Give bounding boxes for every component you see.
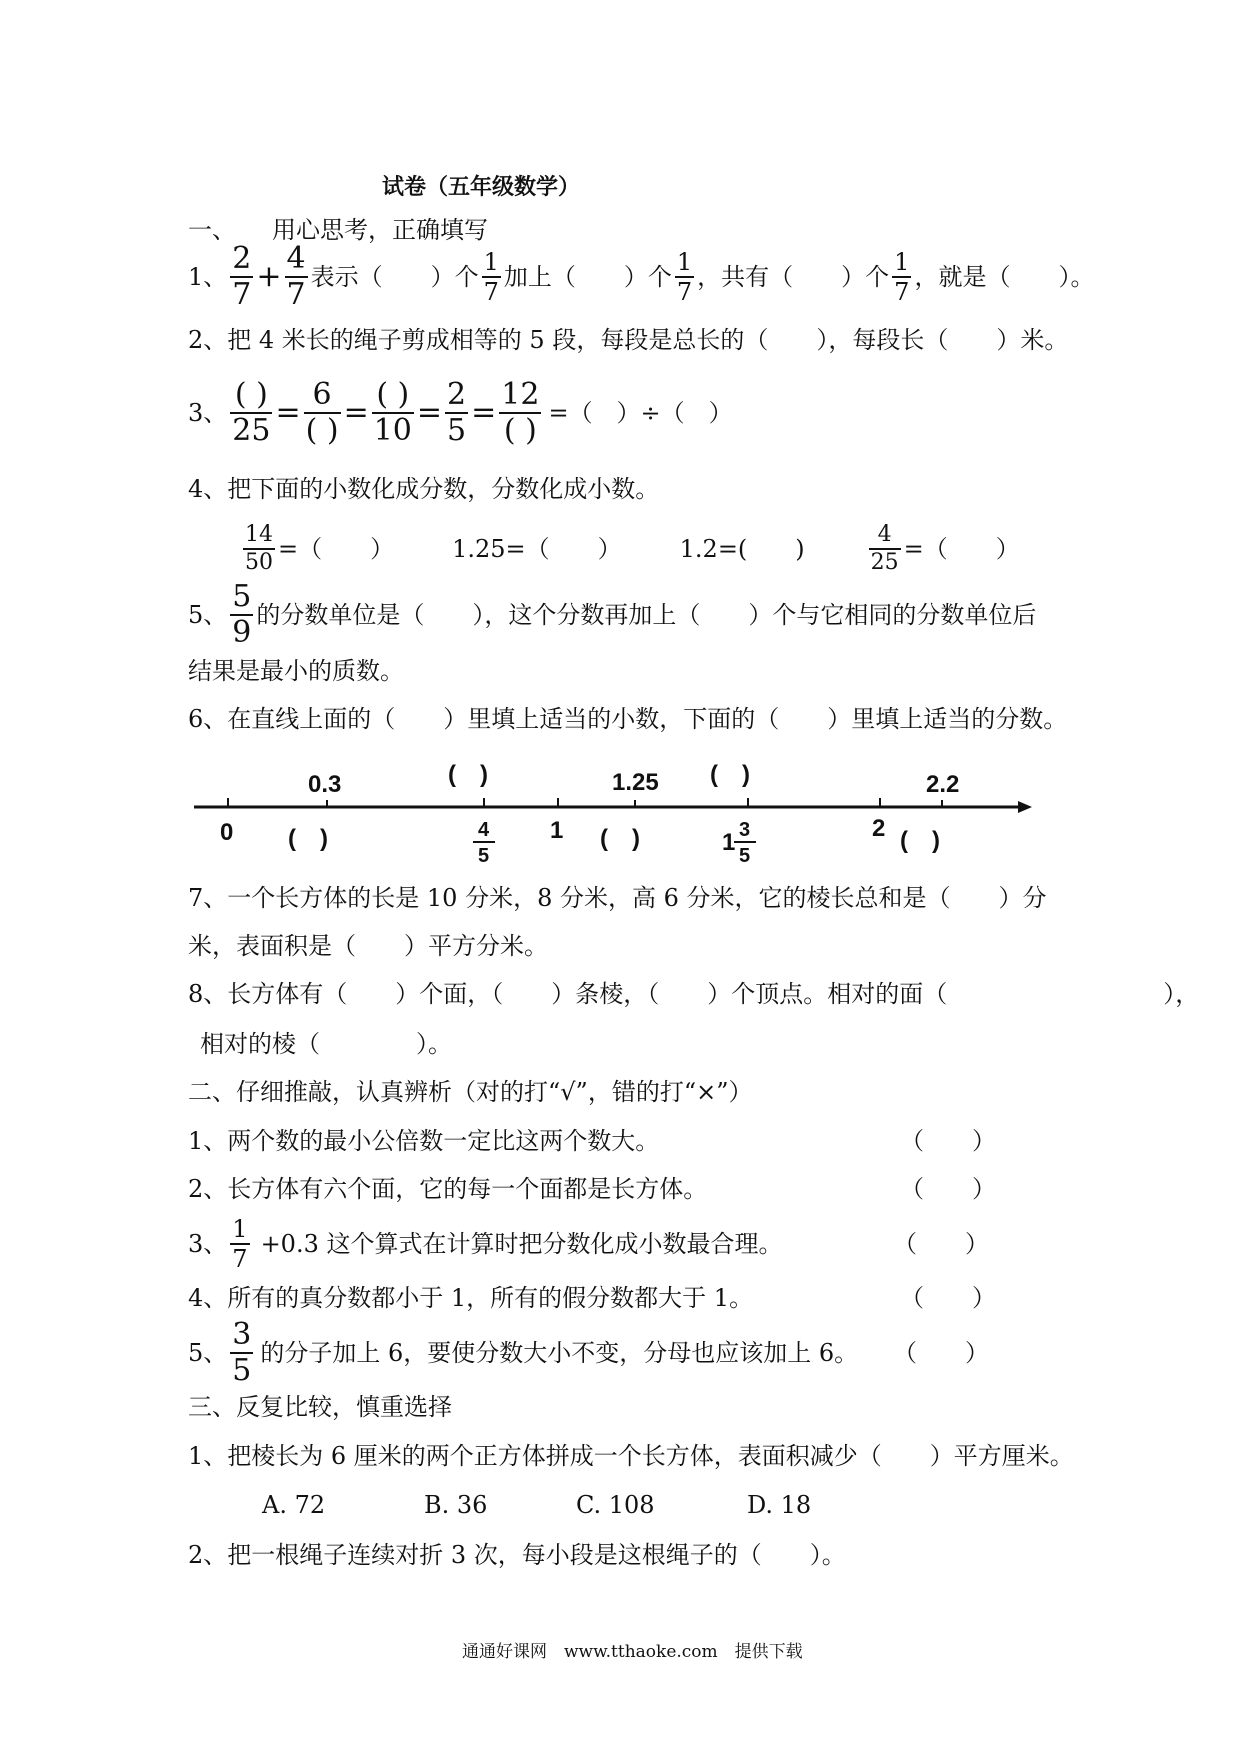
equals-sign: =: [416, 394, 443, 430]
answer-blank: （ ）: [893, 1339, 989, 1367]
label-above: 0.3: [308, 771, 342, 798]
fraction: $\frac{( )}{10}$: [373, 376, 412, 448]
label-below: 1: [550, 817, 564, 844]
question-text: ，共有（ ）个: [697, 263, 890, 291]
fraction: $\frac{3}{5}$: [232, 1317, 252, 1388]
fraction: $\frac{4}{25}$: [870, 522, 899, 575]
question-1-7-continued: 米，表面积是（ ）平方分米。: [188, 932, 548, 960]
answer-blank: （ ）: [900, 1284, 996, 1312]
equals-sign: =: [471, 394, 497, 430]
label-below-numerator: 4: [478, 819, 490, 841]
answer-blank: （ ）: [893, 1230, 989, 1258]
question-number: 3、: [188, 1230, 228, 1258]
section-2-heading: 二、仔细推敲，认真辨析（对的打“√”，错的打“×”）: [188, 1078, 753, 1106]
question-1-7: 7、一个长方体的长是 10 分米，8 分米，高 6 分米，它的棱长总和是（ ）分: [188, 884, 1047, 912]
label-below-blank: ( ): [600, 825, 640, 852]
equals-sign: =: [275, 394, 301, 430]
question-1-4: 4、把下面的小数化成分数，分数化成小数。: [188, 475, 660, 503]
question-2-5: [188, 1317, 858, 1389]
question-number: 5、: [188, 601, 228, 629]
question-1-2: 2、把 4 米长的绳子剪成相等的 5 段，每段是总长的（ ），每段长（ ）米。: [188, 326, 1069, 354]
question-text: 表示（ ）个: [310, 263, 479, 291]
question-1-6: 6、在直线上面的（ ）里填上适当的小数，下面的（ ）里填上适当的分数。: [188, 705, 1068, 733]
question-1-5: [188, 580, 1036, 650]
question-text: 的分数单位是（ ），这个分数再加上（ ）个与它相同的分数单位后: [256, 601, 1037, 629]
label-below: 2: [872, 815, 886, 842]
fraction: $\frac{6}{( )}$: [305, 376, 339, 448]
exam-title: 试卷（五年级数学）: [382, 174, 581, 200]
fraction: $\frac{14}{50}$: [245, 522, 273, 575]
option-d: D. 18: [747, 1491, 812, 1519]
fraction: $\frac{5}{9}$: [232, 579, 252, 650]
item-text: 1.2=( ): [679, 535, 805, 563]
label-above-blank: ( ): [710, 761, 750, 788]
question-text: +0.3 这个算式在计算时把分数化成小数最合理。: [260, 1230, 783, 1258]
item-text: =（ ）: [278, 535, 395, 563]
number-line: [190, 752, 1040, 872]
question-3-2: 2、把一根绳子连续对折 3 次，每小段是这根绳子的（ ）。: [188, 1541, 846, 1569]
section-3-heading: 三、反复比较，慎重选择: [188, 1393, 452, 1421]
label-above: 1.25: [612, 769, 659, 796]
question-1-3: [188, 370, 733, 455]
label-below-denominator: 5: [739, 845, 751, 867]
label-above: 2.2: [926, 771, 960, 798]
label-below-blank: ( ): [288, 825, 328, 852]
question-number: 1、: [188, 263, 228, 291]
question-2-2: 2、长方体有六个面，它的每一个面都是长方体。: [188, 1175, 708, 1203]
fraction: $\frac{4}{7}$: [286, 241, 306, 312]
fraction-unit: $\frac{1}{7}$: [483, 248, 499, 306]
question-1-8-continued: 相对的棱（ ）。: [200, 1030, 452, 1058]
question-number: 3、: [188, 398, 228, 427]
footer-source: 通通好课网 www.tthaoke.com 提供下载: [462, 1642, 803, 1662]
label-below-whole: 1: [722, 829, 736, 856]
label-above-blank: ( ): [448, 761, 488, 788]
question-1-1: [188, 232, 1094, 322]
item-text: =（ ）: [903, 535, 1020, 563]
question-1-5-continued: 结果是最小的质数。: [188, 657, 404, 685]
question-2-1: 1、两个数的最小公倍数一定比这两个数大。: [188, 1127, 660, 1155]
question-text: =（ ）÷（ ）: [548, 398, 733, 427]
question-2-4: 4、所有的真分数都小于 1，所有的假分数都大于 1。: [188, 1284, 754, 1312]
question-2-3: [188, 1208, 782, 1280]
fraction: $\frac{2}{7}$: [232, 241, 252, 312]
fraction: $\frac{12}{( )}$: [501, 376, 540, 448]
label-below-denominator: 5: [478, 845, 490, 867]
question-text: 的分子加上 6，要使分数大小不变，分母也应该加上 6。: [260, 1339, 859, 1367]
question-text: 加上（ ）个: [503, 263, 672, 291]
answer-blank: （ ）: [900, 1127, 996, 1155]
plus-sign: +: [256, 259, 282, 294]
label-below-numerator: 3: [739, 819, 751, 841]
fraction: $\frac{( )}{25}$: [232, 376, 271, 448]
question-1-4-items: [240, 514, 1020, 584]
equals-sign: =: [343, 394, 369, 430]
item-text: 1.25=（ ）: [452, 535, 622, 563]
fraction-unit: $\frac{1}{7}$: [676, 248, 693, 306]
fraction-unit: $\frac{1}{7}$: [894, 248, 910, 306]
fraction: $\frac{2}{5}$: [447, 376, 467, 448]
question-3-1: 1、把棱长为 6 厘米的两个正方体拼成一个长方体，表面积减少（ ）平方厘米。: [188, 1442, 1074, 1470]
fraction: $\frac{1}{7}$: [232, 1215, 248, 1273]
arrow-right-icon: [1018, 801, 1032, 813]
option-b: B. 36: [424, 1491, 488, 1519]
label-below: 0: [220, 819, 234, 846]
answer-blank: （ ）: [900, 1175, 996, 1203]
option-a: A. 72: [262, 1491, 326, 1519]
question-text: ，就是（ ）。: [914, 263, 1095, 291]
label-below-blank: ( ): [900, 827, 940, 854]
option-c: C. 108: [576, 1491, 655, 1519]
question-1-8: 8、长方体有（ ）个面，（ ）条棱，（ ）个顶点。相对的面（ ），: [188, 980, 1200, 1008]
section-1-heading: 一、 用心思考，正确填写: [188, 216, 488, 244]
question-number: 5、: [188, 1339, 228, 1367]
